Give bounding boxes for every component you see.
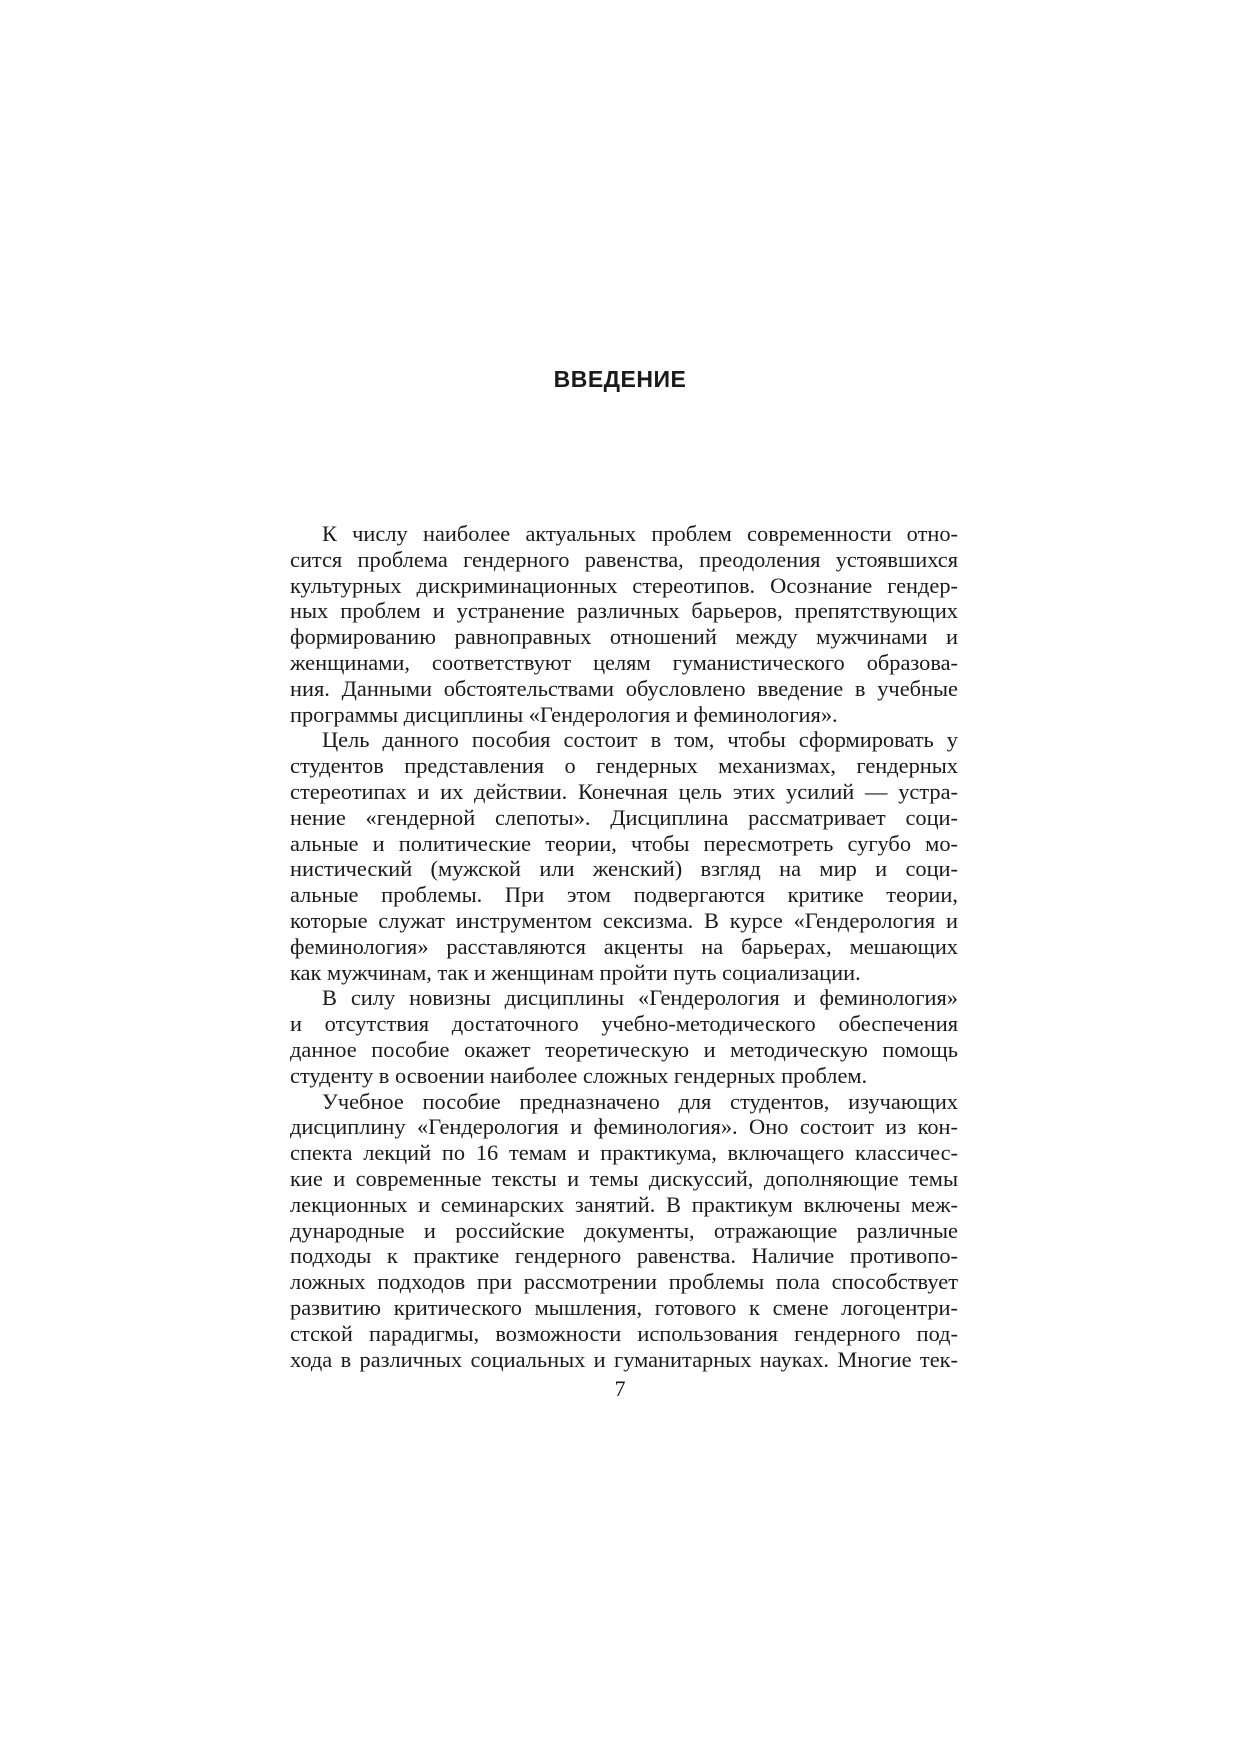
text-line: стской парадигмы, возможности использования гендерного под- [290, 1320, 958, 1346]
text-line: развитию критического мышления, готового к смене логоцентри- [290, 1294, 958, 1320]
text-line: хода в различных социальных и гуманитарных науках. Многие тек- [290, 1346, 958, 1372]
text-line: лекционных и семинарских занятий. В практикум включены меж- [290, 1191, 958, 1217]
text-line: нистический (мужской или женский) взгляд на мир и соци- [290, 856, 958, 882]
text-line: которые служат инструментом сексизма. В курсе «Гендерология и [290, 907, 958, 933]
text-line: В силу новизны дисциплины «Гендерология и феминология» [322, 985, 958, 1011]
paragraph [290, 1089, 958, 1373]
text-line: спекта лекций по 16 темам и практикума, включащего классичес- [290, 1140, 958, 1166]
text-line: как мужчинам, так и женщинам пройти путь социализации. [290, 959, 861, 985]
text-line: данное пособие окажет теоретическую и методическую помощь [290, 1036, 958, 1062]
text-line: студенту в освоении наиболее сложных гендерных проблем. [290, 1062, 868, 1088]
text-line: и отсутствия достаточного учебно-методического обеспечения [290, 1011, 958, 1037]
text-line: альные и политические теории, чтобы пересмотреть сугубо мо- [290, 830, 958, 856]
text-line: ных проблем и устранение различных барьеров, препятствующих [290, 598, 958, 624]
text-line: дународные и российские документы, отражающие различные [290, 1217, 958, 1243]
text-line: сится проблема гендерного равенства, преодоления устоявшихся [290, 546, 958, 572]
text-line: альные проблемы. При этом подвергаются критике теории, [290, 882, 958, 908]
page-title: ВВЕДЕНИЕ [553, 366, 687, 392]
text-line: подходы к практике гендерного равенства. Наличие противопо- [290, 1243, 958, 1269]
text-line: ложных подходов при рассмотрении проблемы пола способствует [290, 1269, 958, 1295]
paragraph [290, 985, 958, 1088]
paragraph [290, 727, 958, 985]
text-line: формированию равноправных отношений между мужчинами и [290, 624, 958, 650]
text-line: Учебное пособие предназначено для студентов, изучающих [322, 1088, 958, 1114]
text-line: культурных дискриминационных стереотипов. Осознание гендер- [290, 572, 958, 598]
text-line: дисциплину «Гендерология и феминология». Оно состоит из кон- [290, 1114, 958, 1140]
paragraph [290, 521, 958, 727]
text-line: К числу наиболее актуальных проблем современности отно- [322, 521, 958, 546]
text-line: стереотипах и их действии. Конечная цель этих усилий — устра- [290, 778, 958, 804]
text-line: нение «гендерной слепоты». Дисциплина рассматривает соци- [290, 804, 958, 830]
text-line: кие и современные тексты и темы дискуссий, дополняющие темы [290, 1165, 958, 1191]
text-line: Цель данного пособия состоит в том, чтобы сформировать у [322, 727, 958, 753]
text-line: женщинами, соответствуют целям гуманистического образова- [290, 649, 958, 675]
text-line: феминология» расставляются акценты на барьерах, мешающих [290, 933, 958, 959]
page-number: 7 [614, 1376, 626, 1401]
body-text [290, 521, 958, 1372]
text-line: программы дисциплины «Гендерология и феминология». [290, 701, 838, 727]
text-line: студентов представления о гендерных механизмах, гендерных [290, 753, 958, 779]
text-line: ния. Данными обстоятельствами обусловлено введение в учебные [290, 675, 958, 701]
